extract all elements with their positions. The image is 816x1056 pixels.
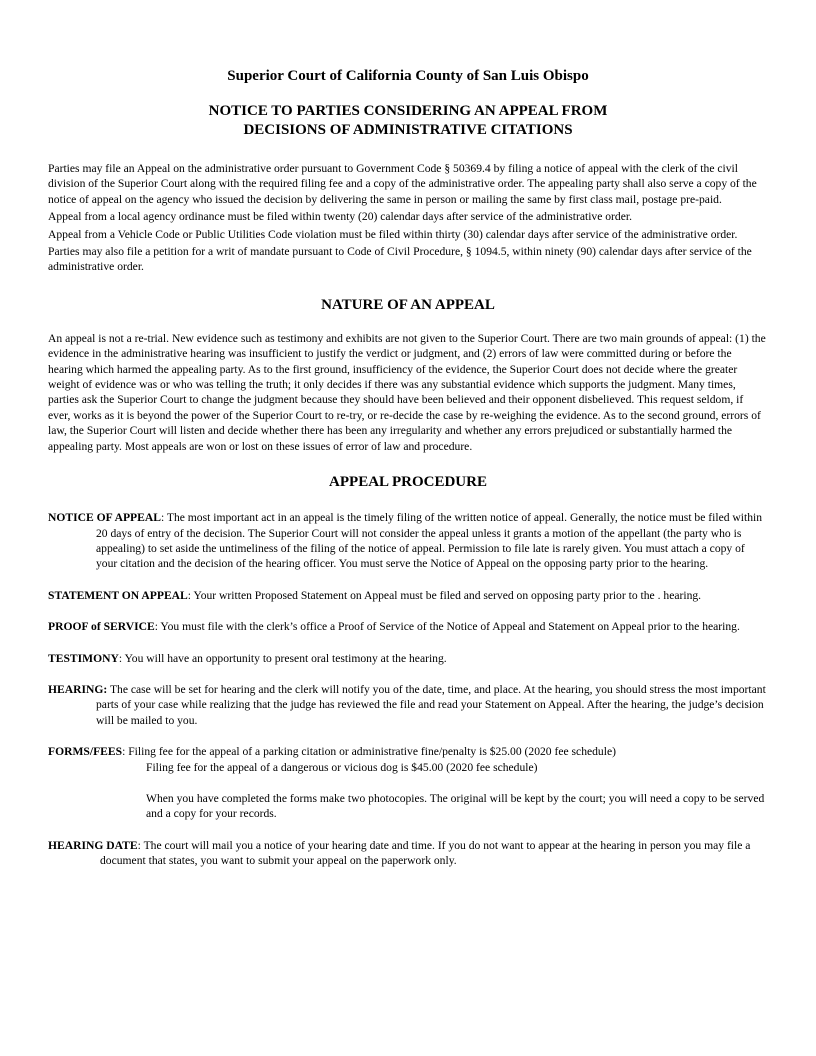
nature-heading: NATURE OF AN APPEAL <box>321 296 495 313</box>
procedure-item-notice-of-appeal <box>48 510 768 572</box>
procedure-item-hearing-date <box>48 838 768 869</box>
fees-note: When you have completed the forms make two photocopies. The original will be kept by the court; you will need a copy to be served and a copy for your records. <box>146 791 765 821</box>
intro-paragraph-3: Appeal from a Vehicle Code or Public Utilities Code violation must be filed within thirty (30) calendar days after service of the administrative order. <box>48 227 738 241</box>
procedure-item-hearing <box>48 682 768 728</box>
fees-line-1 <box>48 744 768 759</box>
court-title: Superior Court of California County of San Luis Obispo <box>227 68 589 84</box>
intro-paragraph-2: Appeal from a local agency ordinance must be filed within twenty (20) calendar days after service of the administrative order. <box>48 210 632 224</box>
fees-line-1-text: : Filing fee for the appeal of a parking citation or administrative fine/penalty is $25.00 (2020 fee schedule) <box>122 745 616 759</box>
procedure-term: PROOF of SERVICE <box>48 620 155 634</box>
fees-term: FORMS/FEES <box>48 745 123 759</box>
intro-paragraph-4: Parties may also file a petition for a writ of mandate pursuant to Code of Civil Procedure, § 1094.5, within ninety (90) calendar days after service of the administrative order. <box>48 245 752 274</box>
procedure-text: : The most important act in an appeal is the timely filing of the written notice of appeal. Generally, the notice must be filed within 20 days of entry of the decision. The Superior Court will not consider the appeal unless it grants a motion of the appellant (the party who is appealing) to set aside the untimeliness of the filing of the notice of appeal. Permission to file late is rarely given. You must attach a copy of your citation and the decision of the hearing officer. You must serve the Notice of Appeal on the opposing party prior to the hearing. <box>96 511 763 571</box>
notice-title <box>48 102 768 140</box>
procedure-heading: APPEAL PROCEDURE <box>329 474 487 491</box>
procedure-item-statement-on-appeal <box>48 588 768 603</box>
intro-paragraph-1: Parties may file an Appeal on the administrative order pursuant to Government Code § 50369.4 by filing a notice of appeal with the clerk of the civil division of the Superior Court along with the required filing fee and a copy of the administrative order. The appealing party shall also serve a copy of the notice of appeal on the agency who issued the decision by delivering the same in person or mailing the same by first class mail, postage pre-paid. <box>48 162 757 206</box>
procedure-term: HEARING DATE <box>48 838 138 852</box>
procedure-term: STATEMENT ON APPEAL <box>48 588 188 602</box>
fees-line-2: Filing fee for the appeal of a dangerous or vicious dog is $45.00 (2020 fee schedule) <box>146 760 538 774</box>
notice-title-line-2: DECISIONS OF ADMINISTRATIVE CITATIONS <box>243 122 573 138</box>
notice-title-line-1: NOTICE TO PARTIES CONSIDERING AN APPEAL FROM <box>208 103 608 119</box>
procedure-text: The case will be set for hearing and the clerk will notify you of the date, time, and place. At the hearing, you should stress the most important parts of your case while realizing that the judge has reviewed the file and read your Statement on Appeal. After the hearing, the judge’s decision will be mailed to you. <box>96 682 766 727</box>
procedure-item-forms-fees <box>48 744 768 822</box>
procedure-term: NOTICE OF APPEAL <box>48 511 161 525</box>
nature-paragraph: An appeal is not a re-trial. New evidence such as testimony and exhibits are not given to the Superior Court. There are two main grounds of appeal: (1) the evidence in the administrative hearing was insufficient to justify the verdict or judgment, and (2) errors of law were committed during or before the hearing which harmed the appealing party. As to the first ground, insufficiency of the evidence, the Superior Court does not decide where the greater weight of evidence was or who was telling the truth; it only decides if there was any substantial evidence which supports the judgment. Many times, parties ask the Superior Court to change the judgment because they should have been believed and their opponent disbelieved. This request seldom, if ever, works as it is beyond the power of the Superior Court to re-try, or re-decide the case by re-weighing the evidence. As to the second ground, errors of law, the Superior Court will listen and decide whether there has been any irregularity and whether any errors prejudiced or substantially harmed the appealing party. Most appeals are won or lost on these issues of error of law and procedure. <box>48 331 766 453</box>
procedure-text: : Your written Proposed Statement on Appeal must be filed and served on opposing party prior to the . hearing. <box>187 588 702 602</box>
procedure-term: TESTIMONY <box>48 651 119 665</box>
procedure-text: : You will have an opportunity to present oral testimony at the hearing. <box>118 651 447 665</box>
procedure-item-proof-of-service <box>48 619 768 634</box>
procedure-text: : The court will mail you a notice of your hearing date and time. If you do not want to appear at the hearing in person you may file a document that states, you want to submit your appeal on the paperwork only. <box>100 838 751 868</box>
procedure-term: HEARING: <box>48 682 108 696</box>
procedure-text: : You must file with the clerk’s office a Proof of Service of the Notice of Appeal and Statement on Appeal prior to the hearing. <box>154 620 740 634</box>
procedure-item-testimony <box>48 651 768 666</box>
